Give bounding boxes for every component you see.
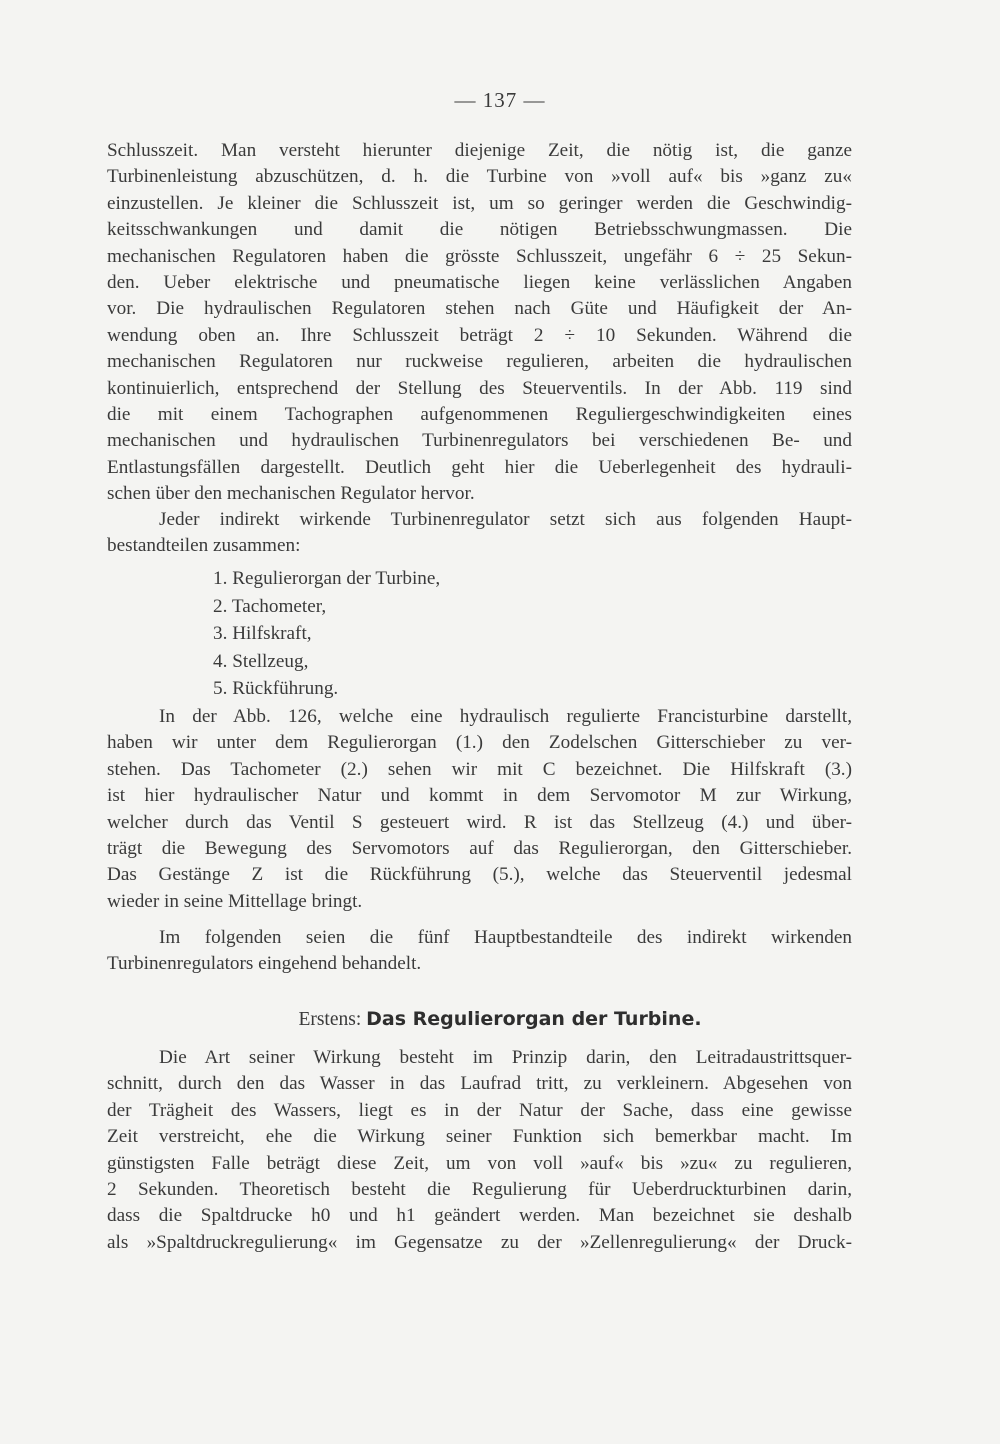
page-number: — 137 —: [454, 88, 546, 112]
text-line: kontinuierlich, entsprechend der Stellung des Steuerventils. In der Abb. 119 sind: [107, 377, 852, 399]
paragraph-bestandteile: [107, 507, 852, 560]
text-line: Zeit verstreicht, ehe die Wirkung seiner Funktion sich bemerkbar macht. Im: [107, 1126, 852, 1148]
text-line: der Trägheit des Wassers, liegt es in der Natur der Sache, dass eine gewisse: [107, 1099, 852, 1121]
text-line: Entlastungsfällen dargestellt. Deutlich geht hier die Ueberlegenheit des hydrauli-: [107, 456, 852, 478]
text-line: einzustellen. Je kleiner die Schlusszeit ist, um so geringer werden die Geschwindig-: [107, 192, 852, 214]
heading-title: Das Regulierorgan der Turbine.: [366, 1008, 702, 1030]
list-item: 5. Rückführung.: [213, 678, 339, 700]
text-line: den. Ueber elektrische und pneumatische liegen keine verlässlichen Angaben: [107, 271, 852, 293]
text-line: trägt die Bewegung des Servomotors auf das Regulierorgan, den Gitterschieber.: [107, 837, 852, 859]
text-line: haben wir unter dem Regulierorgan (1.) den Zodelschen Gitterschieber zu ver-: [107, 732, 852, 754]
text-line: Schlusszeit. Man versteht hierunter diejenige Zeit, die nötig ist, die ganze: [107, 140, 852, 161]
text-line: ist hier hydraulischer Natur und kommt in dem Servomotor M zur Wirkung,: [107, 785, 852, 807]
text-line: als »Spaltdruckregulierung« im Gegensatze zu der »Zellenregulierung« der Druck-: [107, 1231, 852, 1253]
text-line: stehen. Das Tachometer (2.) sehen wir mit C bezeichnet. Die Hilfskraft (3.): [107, 758, 852, 780]
section-heading: [0, 1008, 1000, 1031]
list-item: 3. Hilfskraft,: [213, 623, 312, 645]
text-line: dass die Spaltdrucke h0 und h1 geändert werden. Man bezeichnet sie deshalb: [107, 1205, 852, 1227]
text-line: bestandteilen zusammen:: [107, 535, 301, 557]
text-line: vor. Die hydraulischen Regulatoren stehen nach Güte und Häufigkeit der An-: [107, 298, 852, 320]
text-line: wieder in seine Mittellage bringt.: [107, 890, 363, 912]
text-line: mechanischen Regulatoren nur ruckweise regulieren, arbeiten die hydraulischen: [107, 351, 852, 373]
text-line: Jeder indirekt wirkende Turbinenregulator setzt sich aus folgenden Haupt-: [159, 509, 852, 530]
text-line: mechanischen und hydraulischen Turbinenregulators bei verschiedenen Be- und: [107, 430, 852, 452]
paragraph-abb-126: [107, 704, 852, 915]
list-item: 1. Regulierorgan der Turbine,: [213, 568, 441, 589]
text-line: 2 Sekunden. Theoretisch besteht die Regulierung für Ueberdruckturbinen darin,: [107, 1178, 852, 1200]
text-line: Im folgenden seien die fünf Hauptbestandteile des indirekt wirkenden: [159, 927, 852, 948]
text-line: Die Art seiner Wirkung besteht im Prinzip darin, den Leitradaustrittsquer-: [159, 1047, 852, 1068]
list-item: 2. Tachometer,: [213, 595, 327, 617]
paragraph-schlusszeit: [107, 138, 852, 507]
text-line: In der Abb. 126, welche eine hydraulisch regulierte Francisturbine darstellt,: [159, 706, 852, 727]
text-line: Turbinenregulators eingehend behandelt.: [107, 953, 422, 975]
text-line: die mit einem Tachographen aufgenommenen Reguliergeschwindigkeiten eines: [107, 403, 852, 425]
text-line: welcher durch das Ventil S gesteuert wird. R ist das Stellzeug (4.) und über-: [107, 811, 852, 833]
text-line: mechanischen Regulatoren haben die grösste Schlusszeit, ungefähr 6 ÷ 25 Sekun-: [107, 245, 852, 267]
list-item: 4. Stellzeug,: [213, 650, 309, 672]
paragraph-wirkung: [107, 1045, 852, 1256]
component-list: [213, 565, 613, 703]
text-line: Das Gestänge Z ist die Rückführung (5.), welche das Steuerventil jedesmal: [107, 864, 852, 886]
text-line: schnitt, durch den das Wasser in das Laufrad tritt, zu verkleinern. Abgesehen von: [107, 1073, 852, 1095]
paragraph-folgenden: [107, 925, 852, 978]
text-line: günstigsten Falle beträgt diese Zeit, um von voll »auf« bis »zu« zu regulieren,: [107, 1152, 852, 1174]
text-line: wendung oben an. Ihre Schlusszeit beträgt 2 ÷ 10 Sekunden. Während die: [107, 324, 852, 346]
heading-lead: Erstens:: [298, 1009, 362, 1030]
text-line: keitsschwankungen und damit die nötigen Betriebsschwungmassen. Die: [107, 219, 852, 241]
text-line: schen über den mechanischen Regulator hervor.: [107, 483, 475, 505]
text-line: Turbinenleistung abzuschützen, d. h. die Turbine von »voll auf« bis »ganz zu«: [107, 166, 852, 188]
